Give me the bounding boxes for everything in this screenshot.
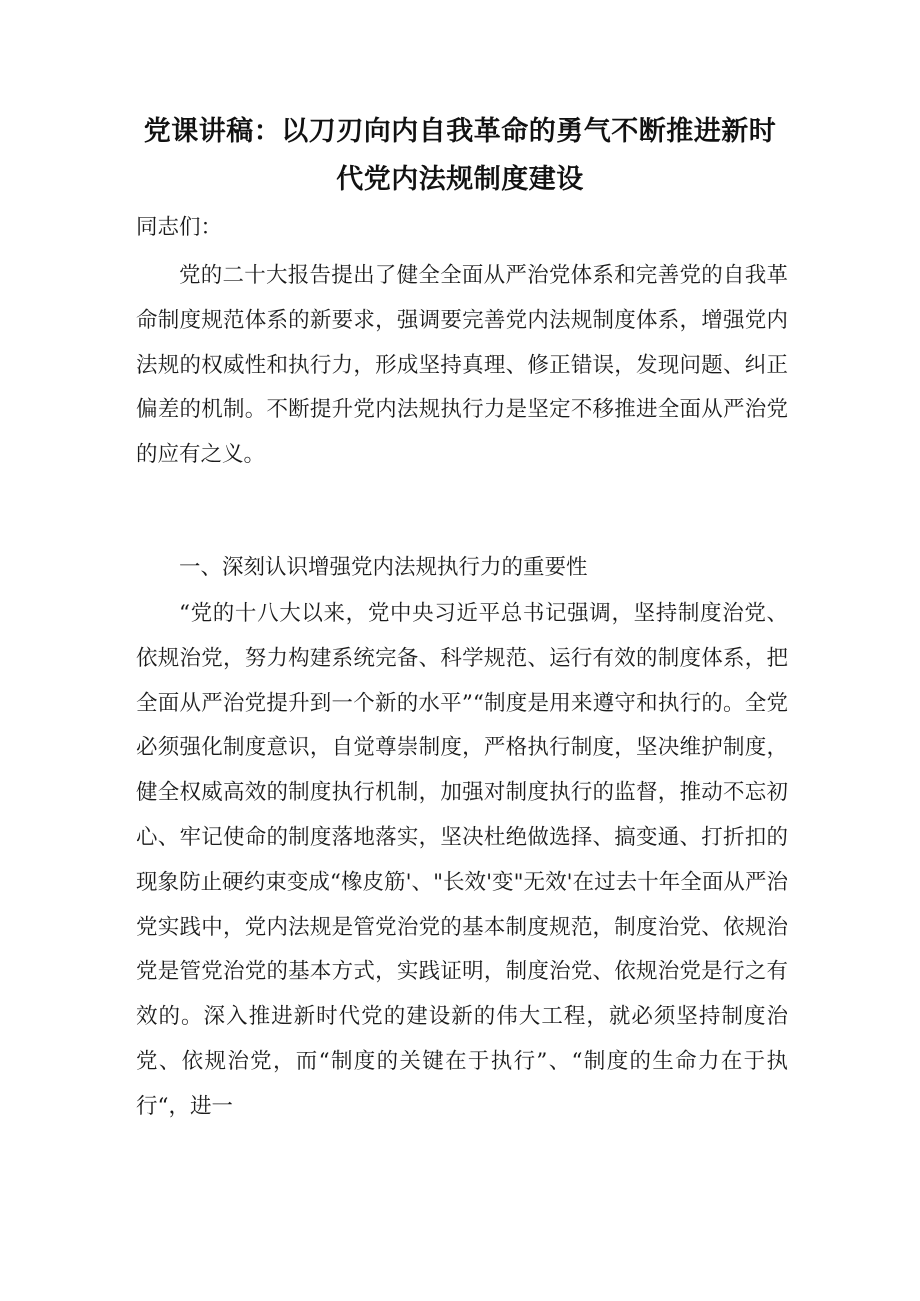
- intro-paragraph: 党的二十大报告提出了健全全面从严治党体系和完善党的自我革命制度规范体系的新要求，强调要完善党内法规制度体系，增强党内法规的权威性和执行力，形成坚持真理、修正错误，发现问题、纠正偏差的机制。不断提升党内法规执行力是坚定不移推进全面从严治党的应有之义。: [136, 263, 788, 468]
- section-1-paragraph: “党的十八大以来，党中央习近平总书记强调，坚持制度治党、依规治党，努力构建系统完备、科学规范、运行有效的制度体系，把全面从严治党提升到一个新的水平”“制度是用来遵守和执行的。全党必须强化制度意识，自觉尊崇制度，严格执行制度，坚决维护制度，健全权威高效的制度执行机制，加强对制度执行的监督，推动不忘初心、牢记使命的制度落地落实，坚决杜绝做选择、搞变通、打折扣的现象防止硬约束变成“橡皮筋'、"长效'变"无效'在过去十年全面从严治党实践中，党内法规是管党治党的基本制度规范，制度治党、依规治党是管党治党的基本方式，实践证明，制度治党、依规治党是行之有效的。深入推进新时代党的建设新的伟大工程，就必须坚持制度治党、依规治党，而“制度的关键在于执行”、“制度的生命力在于执行“，进一: [136, 601, 788, 1119]
- document-title: [120, 108, 800, 204]
- title-line-1: 党课讲稿：以刀刃向内自我革命的勇气不断推进新时: [143, 116, 777, 147]
- title-line-2: 代党内法规制度建设: [336, 164, 584, 195]
- salutation: 同志们：: [136, 215, 223, 240]
- section-heading-1: 一、深刻认识增强党内法规执行力的重要性: [179, 555, 588, 580]
